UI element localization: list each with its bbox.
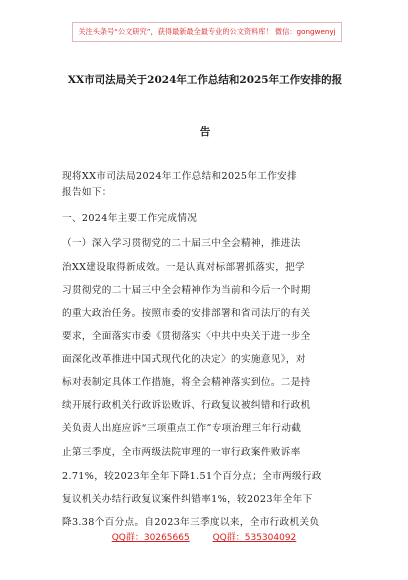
body-line: 现将XX市司法局2024年工作总结和2025年工作安排 bbox=[62, 171, 298, 182]
body-line: 止第三季度，全市两级法院审理的一审行政案件败诉率 bbox=[62, 447, 301, 458]
body-line: 关负责人出庭应诉“三项重点工作”专项治理三年行动截 bbox=[62, 423, 302, 434]
body-line: 报告如下： bbox=[62, 187, 112, 198]
document-title-line-1: XX市司法局关于2024年工作总结和2025年工作安排的报 bbox=[67, 74, 343, 86]
body-line: 习贯彻党的二十届三中全会精神作为当前和今后一个时期 bbox=[62, 285, 311, 296]
body-line: 面深化改革推进中国式现代化的决定〉的实施意见》，对 bbox=[62, 354, 306, 365]
promo-banner: 关注头条号“公文研究”，获得最新最全最专业的公文资料库！ 微信：gongwenyj bbox=[72, 22, 342, 42]
body-line: 2.71%，较2023年全年下降1.51个百分点；全市两级行政 bbox=[62, 471, 322, 482]
body-line: 一、2024年主要工作完成情况 bbox=[62, 213, 198, 224]
body-line: （一）深入学习贯彻党的二十届三中全会精神，推进法 bbox=[62, 238, 301, 249]
body-line: 要求，全面落实市委《贯彻落实〈中共中央关于进一步全 bbox=[62, 331, 311, 342]
body-line: 的重大政治任务。按照市委的安排部署和省司法厅的有关 bbox=[62, 308, 311, 319]
footer-qq-groups bbox=[0, 530, 408, 543]
body-line: 治XX建设取得新成效。一是认真对标部署抓落实，把学 bbox=[62, 262, 306, 273]
document-title-line-2: 告 bbox=[199, 126, 211, 138]
body-line: 降3.38个百分点。自2023年三季度以来，全市行政机关负 bbox=[62, 517, 320, 528]
qq-group-link-2[interactable]: QQ群：535304092 bbox=[212, 533, 297, 543]
body-line: 标对表制定具体工作措施，将全会精神落实到位。二是持 bbox=[62, 377, 311, 388]
body-line: 复议机关办结行政复议案件纠错率1%，较2023年全年下 bbox=[62, 494, 313, 505]
body-line: 续开展行政机关行政诉讼败诉、行政复议被纠错和行政机 bbox=[62, 400, 311, 411]
qq-group-link-1[interactable]: QQ群：30265665 bbox=[111, 533, 190, 543]
